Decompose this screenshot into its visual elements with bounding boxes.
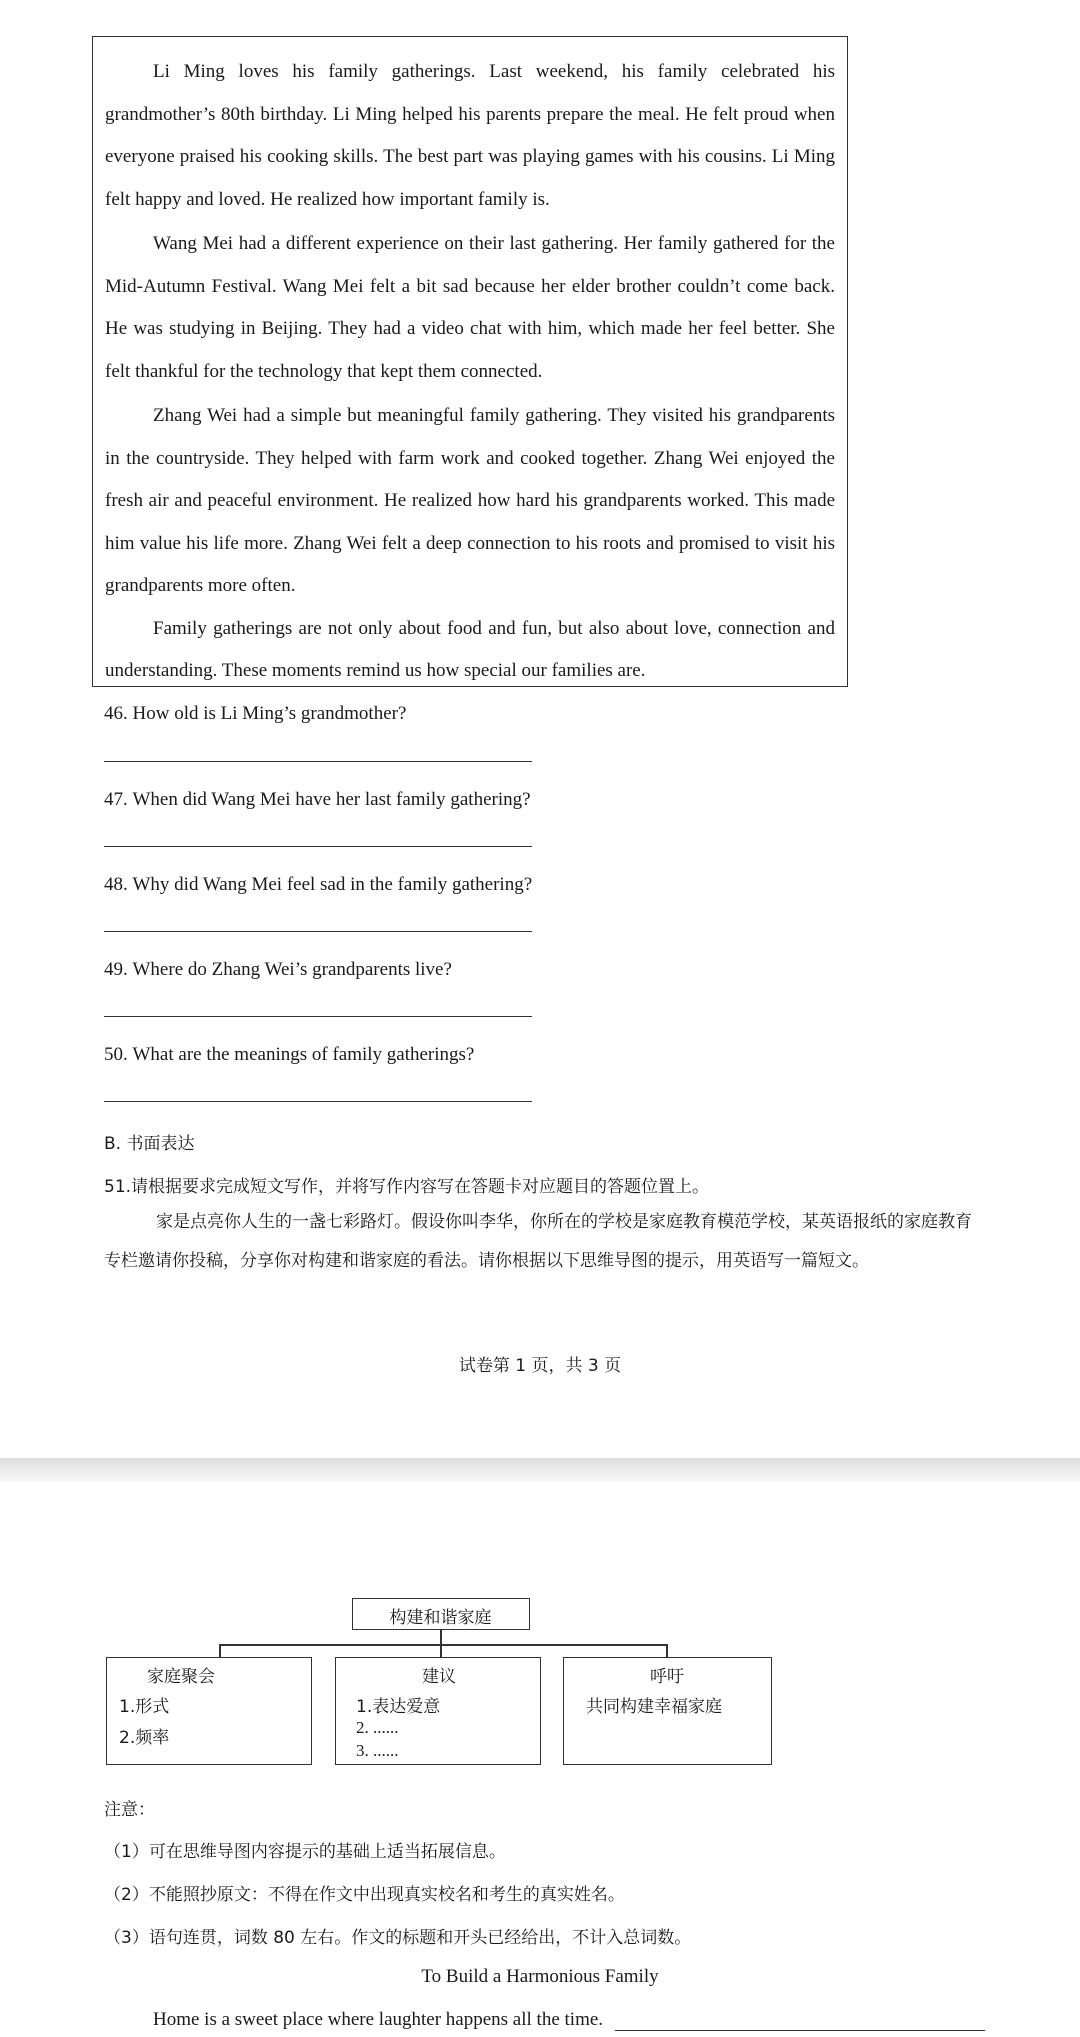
mindmap-connector-middle <box>440 1644 442 1658</box>
answer-line-46[interactable] <box>104 761 532 762</box>
answer-line-49[interactable] <box>104 1016 532 1017</box>
question-47: 47. When did Wang Mei have her last family gathering? <box>104 789 531 810</box>
branch-title: 建议 <box>422 1667 456 1687</box>
question-48: 48. Why did Wang Mei feel sad in the family gathering? <box>104 874 533 895</box>
branch-item: 2.频率 <box>119 1728 170 1748</box>
essay-title: To Build a Harmonious Family <box>421 1966 659 1987</box>
essay-opening: Home is a sweet place where laughter happens all the time. <box>153 2009 604 2030</box>
writing-instruction: 51.请根据要求完成短文写作，并将写作内容写在答题卡对应题目的答题位置上。 <box>104 1177 710 1197</box>
notes-label: 注意： <box>104 1800 155 1820</box>
branch-item: 2. ...... <box>356 1718 399 1737</box>
mindmap-connector-left <box>219 1644 221 1658</box>
note-item-2: （2）不能照抄原文：不得在作文中出现真实校名和考生的真实姓名。 <box>104 1885 625 1905</box>
mindmap-branch-gathering <box>106 1657 312 1765</box>
note-item-1: （1）可在思维导图内容提示的基础上适当拓展信息。 <box>104 1842 506 1862</box>
mindmap-branch-call <box>563 1657 772 1765</box>
question-46: 46. How old is Li Ming’s grandmother? <box>104 703 407 724</box>
branch-item: 共同构建幸福家庭 <box>586 1697 722 1717</box>
mindmap-branch-advice <box>335 1657 541 1765</box>
mindmap-root <box>352 1598 530 1630</box>
section-b-heading: B. 书面表达 <box>104 1134 195 1154</box>
reading-passage <box>92 36 848 687</box>
passage-paragraph-3: Zhang Wei had a simple but meaningful family gathering. They visited his grandparents in the countryside. They helped with farm work and cooked together. Zhang Wei enjoyed the fresh air and peaceful environment. He realized how hard his grandparents worked. This made him value his life more. Zhang Wei felt a deep connection to his roots and promised to visit his grandparents more often. <box>105 405 835 596</box>
page-separator <box>0 1458 1080 1482</box>
passage-paragraph-4: Family gatherings are not only about food and fun, but also about love, connection and understanding. These moments remind us how special our families are. <box>105 617 835 681</box>
passage-paragraph-1: Li Ming loves his family gatherings. Last weekend, his family celebrated his grandmother’s 80th birthday. Li Ming helped his parents prepare the meal. He felt proud when everyone praised his cooking skills. The best part was playing games with his cousins. Li Ming felt happy and loved. He realized how important family is. <box>105 61 835 210</box>
page-footer: 试卷第 1 页，共 3 页 <box>458 1356 622 1376</box>
branch-item: 3. ...... <box>356 1741 399 1760</box>
essay-writing-line[interactable] <box>615 2030 985 2031</box>
mindmap-root-label: 构建和谐家庭 <box>389 1608 492 1628</box>
question-49: 49. Where do Zhang Wei’s grandparents live? <box>104 959 452 980</box>
exam-page-2 <box>0 1482 1080 2037</box>
question-50: 50. What are the meanings of family gatherings? <box>104 1044 475 1065</box>
answer-line-48[interactable] <box>104 931 532 932</box>
mindmap-connector-root <box>440 1630 442 1645</box>
answer-line-50[interactable] <box>104 1101 532 1102</box>
mindmap-connector-right <box>666 1644 668 1658</box>
branch-item: 1.形式 <box>119 1697 170 1717</box>
mindmap-connector-horizontal <box>219 1644 667 1646</box>
note-item-3: （3）语句连贯，词数 80 左右。作文的标题和开头已经给出，不计入总词数。 <box>104 1928 692 1948</box>
writing-prompt: 家是点亮你人生的一盏七彩路灯。假设你叫李华，你所在的学校是家庭教育模范学校，某英语报纸的家庭教育专栏邀请你投稿，分享你对构建和谐家庭的看法。请你根据以下思维导图的提示，用英语写一篇短文。 <box>104 1212 972 1271</box>
branch-item: 1.表达爱意 <box>356 1697 441 1717</box>
branch-title: 家庭聚会 <box>147 1667 215 1687</box>
passage-paragraph-2: Wang Mei had a different experience on their last gathering. Her family gathered for the Mid-Autumn Festival. Wang Mei felt a bit sad because her elder brother couldn’t come back. He was studying in Beijing. They had a video chat with him, which made her feel better. She felt thankful for the technology that kept them connected. <box>105 233 835 382</box>
branch-title: 呼吁 <box>650 1667 684 1687</box>
answer-line-47[interactable] <box>104 846 532 847</box>
